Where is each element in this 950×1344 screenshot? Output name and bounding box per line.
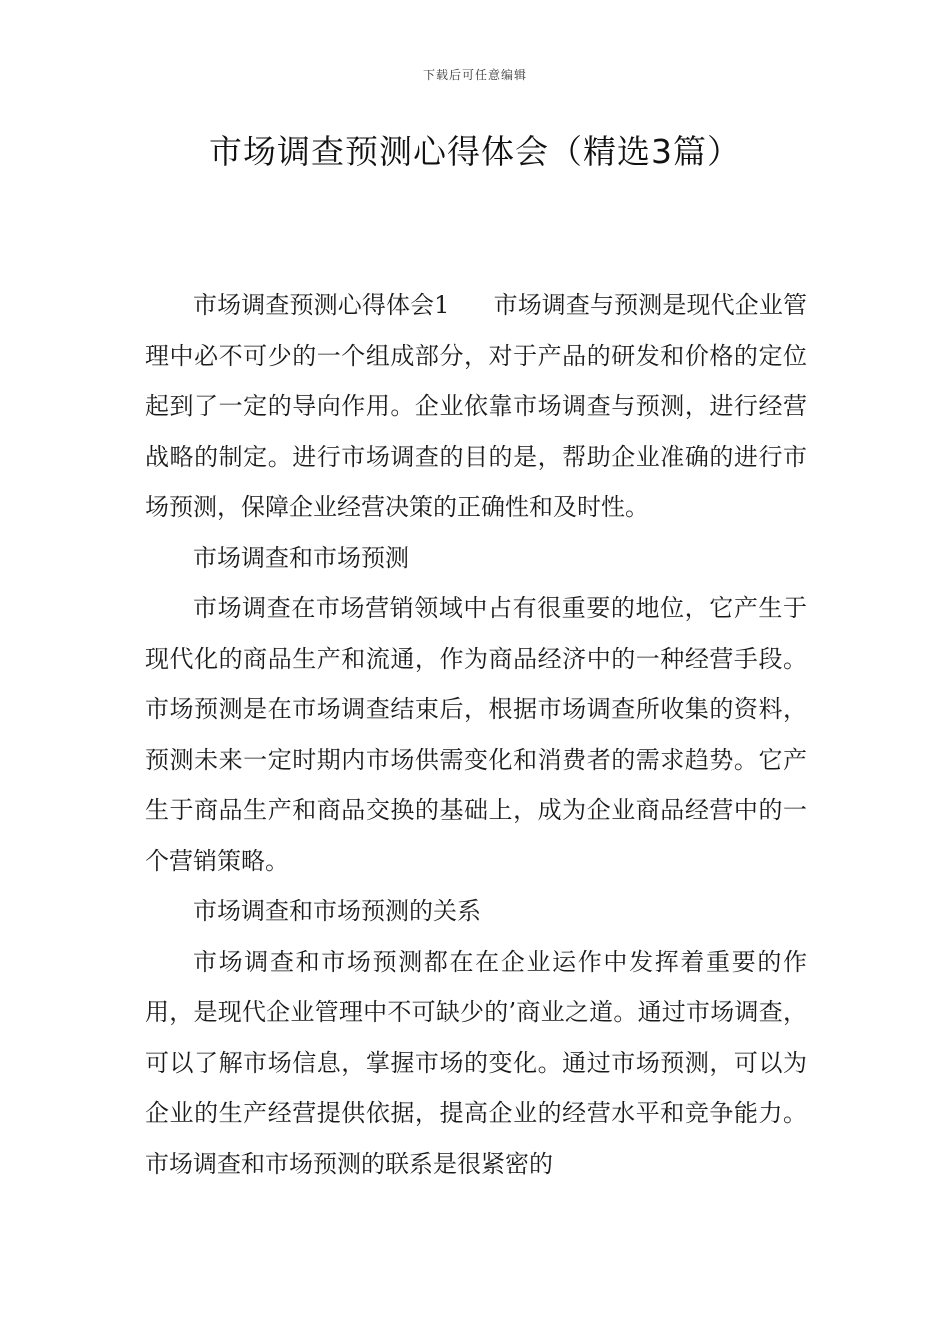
paragraph-market-research: 市场调查在市场营销领域中占有很重要的地位，它产生于现代化的商品生产和流通，作为商品经济中的一种经营手段。市场预测是在市场调查结束后，根据市场调查所收集的资料，预测未来一定时期内市场供需变化和消费者的需求趋势。它产生于商品生产和商品交换的基础上，成为企业商品经营中的一个营销策略。 bbox=[145, 594, 807, 875]
subheading-relationship: 市场调查和市场预测的关系 bbox=[193, 897, 481, 925]
paragraph-intro-text: 市场调查与预测是现代企业管理中必不可少的一个组成部分，对于产品的研发和价格的定位起到了一定的导向作用。企业依靠市场调查与预测，进行经营战略的制定。进行市场调查的目的是，帮助企业准确的进行市场预测，保障企业经营决策的正确性和及时性。 bbox=[145, 291, 807, 521]
header-note: 下载后可任意编辑 bbox=[422, 68, 527, 82]
document-body bbox=[145, 280, 807, 1189]
paragraph-relationship: 市场调查和市场预测都在在企业运作中发挥着重要的作用，是现代企业管理中不可缺少的’商业之道。通过市场调查，可以了解市场信息，掌握市场的变化。通过市场预测，可以为企业的生产经营提供依据，提高企业的经营水平和竞争能力。市场调查和市场预测的联系是很紧密的 bbox=[145, 947, 807, 1178]
paragraph-intro bbox=[145, 280, 807, 533]
subheading-market-research: 市场调查和市场预测 bbox=[193, 543, 409, 572]
document-title: 市场调查预测心得体会（精选3篇） bbox=[209, 132, 741, 171]
section-label: 市场调查预测心得体会1 bbox=[193, 291, 450, 319]
